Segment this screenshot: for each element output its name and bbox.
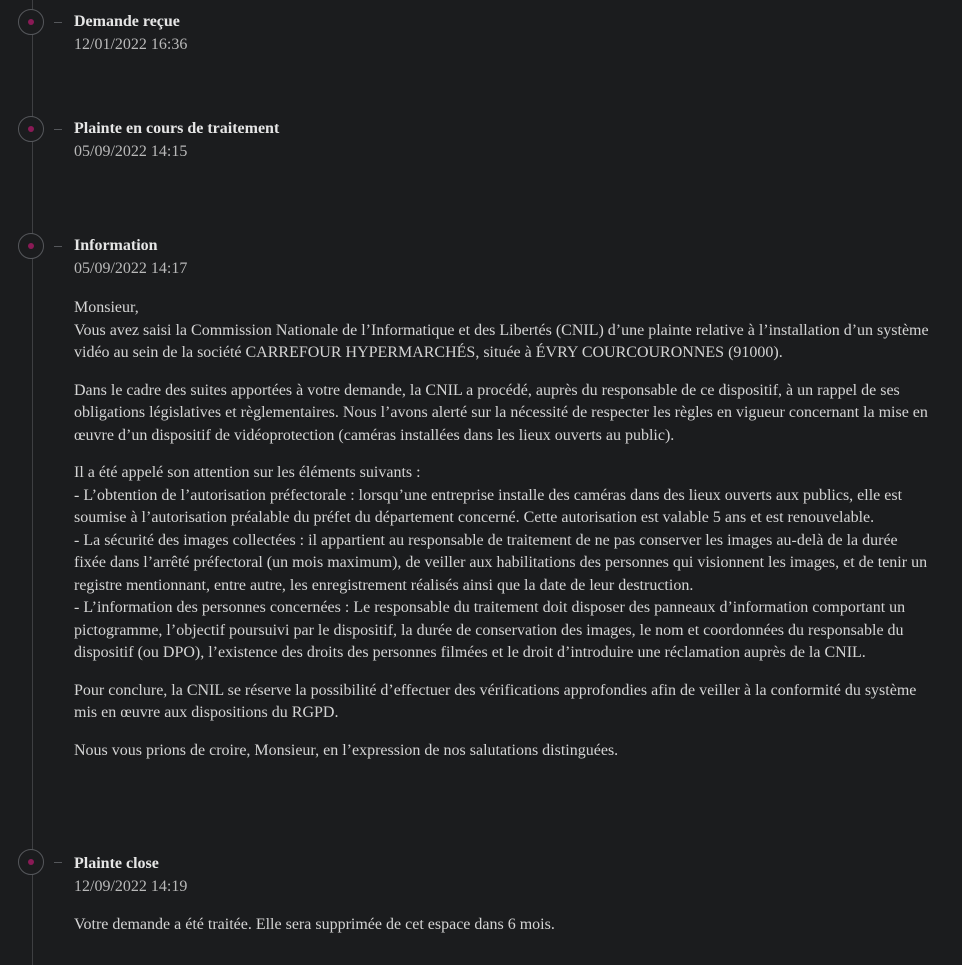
event-title: Plainte en cours de traitement (74, 120, 280, 137)
event-date: 12/09/2022 14:19 (74, 878, 188, 895)
timeline-tick (54, 22, 62, 23)
message-line: fixée dans l’arrêté préfectoral (un mois maximum), de veiller aux habilitations des personnes qui visionnent les images, et de tenir un (74, 554, 928, 571)
timeline-dot-icon (18, 116, 44, 142)
timeline-dot-icon (18, 9, 44, 35)
message-line: Dans le cadre des suites apportées à votre demande, la CNIL a procédé, auprès du responsable de ce dispositif, à un rappel de ses (74, 381, 900, 399)
timeline-dot-icon (18, 233, 44, 259)
message-line: mis en œuvre aux dispositions du RGPD. (74, 704, 339, 721)
event-title: Plainte close (74, 855, 159, 872)
message-line: Nous vous prions de croire, Monsieur, en l’expression de nos salutations distinguées. (74, 741, 619, 759)
message-line: - L’information des personnes concernées : Le responsable du traitement doit disposer des panneaux d’information comportant un (74, 599, 906, 616)
event-message-body (74, 297, 934, 777)
message-paragraph (74, 462, 934, 665)
message-line: œuvre d’un dispositif de vidéoprotection (caméras installées dans les lieux ouverts au public). (74, 426, 675, 444)
message-line: Monsieur, (74, 299, 139, 316)
message-line: obligations législatives et règlementaires. Nous l’avons alerté sur la nécessité de respecter les règles en vigueur concernant la mise en (74, 404, 928, 421)
event-title: Information (74, 237, 158, 254)
message-line: dispositif (ou DPO), l’existence des droits des personnes filmées et le droit d’introduire une réclamation auprès de la CNIL. (74, 644, 866, 661)
message-line: vidéo au sein de la société CARREFOUR HYPERMARCHÉS, située à ÉVRY COURCOURONNES (91000). (74, 344, 783, 361)
event-message-body (74, 914, 934, 952)
event-date: 05/09/2022 14:17 (74, 260, 188, 277)
message-line: soumise à l’autorisation préalable du préfet du département concerné. Cette autorisation est valable 5 ans et est renouvelable. (74, 509, 875, 526)
message-paragraph (74, 680, 934, 725)
message-line: Vous avez saisi la Commission Nationale de l’Informatique et des Libertés (CNIL) d’une plainte relative à l’installation d’un système (74, 321, 929, 339)
event-title: Demande reçue (74, 13, 180, 30)
message-line: registre mentionnant, entre autre, les enregistrement réalisés ainsi que la date de leur destruction. (74, 576, 694, 594)
message-line: Il a été appelé son attention sur les éléments suivants : (74, 464, 421, 481)
message-paragraph (74, 380, 934, 448)
timeline-tick (54, 246, 62, 247)
timeline-dot-icon (18, 849, 44, 875)
message-line: Votre demande a été traitée. Elle sera supprimée de cet espace dans 6 mois. (74, 916, 555, 933)
message-paragraph (74, 740, 934, 763)
message-line: Pour conclure, la CNIL se réserve la possibilité d’effectuer des vérifications approfondies afin de veiller à la conformité du système (74, 681, 917, 699)
message-paragraph (74, 914, 934, 937)
event-date: 12/01/2022 16:36 (74, 36, 188, 53)
message-line: pictogramme, l’objectif poursuivi par le dispositif, la durée de conservation des images, le nom et coordonnées du responsable du (74, 621, 904, 639)
event-date: 05/09/2022 14:15 (74, 143, 188, 160)
message-line: - La sécurité des images collectées : il appartient au responsable de traitement de ne pas conserver les images au-delà de la durée (74, 531, 898, 549)
message-paragraph (74, 297, 934, 365)
message-line: - L’obtention de l’autorisation préfectorale : lorsqu’une entreprise installe des caméras dans des lieux ouverts aux publics, elle est (74, 486, 903, 504)
timeline-tick (54, 129, 62, 130)
timeline-tick (54, 862, 62, 863)
timeline-line (32, 0, 33, 965)
